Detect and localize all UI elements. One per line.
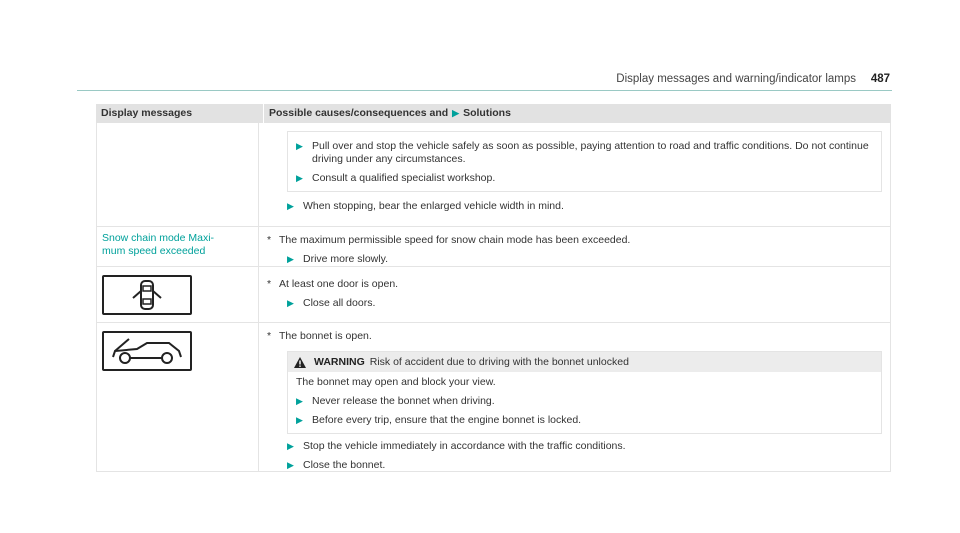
- asterisk-marker: *: [267, 234, 272, 246]
- warning-box: [287, 351, 882, 434]
- door-open-icon: [102, 275, 192, 315]
- list-item: [287, 440, 882, 453]
- table-row: [96, 323, 891, 472]
- table-row: [96, 123, 891, 227]
- cause-line: [267, 234, 882, 247]
- list-item: [296, 395, 873, 408]
- col-header-solutions-text: Solutions: [463, 107, 511, 119]
- triangle-bullet-icon: ▶: [296, 415, 303, 425]
- message-cell-empty: [97, 123, 259, 226]
- warning-header: [288, 352, 881, 372]
- page-number: 487: [870, 73, 890, 85]
- triangle-bullet-icon: ▶: [287, 254, 294, 264]
- cause-text: At least one door is open.: [279, 278, 399, 290]
- solution-subbox: [287, 131, 882, 192]
- cause-text: The bonnet is open.: [279, 330, 372, 342]
- list-item: [296, 140, 873, 166]
- warning-label: WARNING: [314, 355, 365, 368]
- warning-text: The bonnet may open and block your view.: [296, 376, 496, 388]
- message-snow-chain: Snow chain mode Maxi-mum speed exceeded: [97, 227, 259, 266]
- triangle-bullet-icon: ▶: [296, 396, 303, 406]
- triangle-bullet-icon: ▶: [287, 441, 294, 451]
- cause-line: [267, 278, 882, 291]
- message-icon-cell: [97, 267, 259, 322]
- table-row: [96, 267, 891, 323]
- table-header: [96, 104, 891, 123]
- triangle-bullet-icon: ▶: [287, 460, 294, 470]
- message-icon-cell: [97, 323, 259, 471]
- bullet-text: When stopping, bear the enlarged vehicle width in mind.: [303, 200, 564, 212]
- triangle-bullet-icon: ▶: [287, 298, 294, 308]
- solution-cell: [259, 227, 890, 266]
- messages-table: [96, 104, 891, 472]
- bonnet-open-icon: [102, 331, 192, 371]
- running-header-title: Display messages and warning/indicator lamps: [616, 73, 856, 85]
- warning-triangle-icon: [294, 357, 306, 368]
- arrow-right-icon: ▶: [452, 108, 460, 118]
- table-row: [96, 227, 891, 267]
- bullet-text: Stop the vehicle immediately in accordance with the traffic conditions.: [303, 440, 626, 452]
- bonnet-open-icon-graphic: [107, 335, 187, 367]
- col-header-causes-text: Possible causes/consequences and: [269, 107, 449, 119]
- list-item: [287, 200, 882, 213]
- header-divider: [77, 90, 892, 91]
- bullet-text: Close the bonnet.: [303, 459, 386, 471]
- bullet-text: Pull over and stop the vehicle safely as soon as possible, paying attention to road and traffic conditions. Do not continue driving under any circumstances.: [312, 140, 869, 165]
- list-item: [296, 414, 873, 427]
- col-header-display-messages: Display messages: [96, 104, 264, 123]
- bullet-text: Drive more slowly.: [303, 253, 388, 265]
- door-open-icon-graphic: [127, 278, 167, 312]
- warning-body: [288, 372, 881, 433]
- solution-cell: [259, 267, 890, 322]
- triangle-bullet-icon: ▶: [296, 141, 303, 151]
- triangle-bullet-icon: ▶: [287, 201, 294, 211]
- warning-title: Risk of accident due to driving with the bonnet unlocked: [369, 355, 629, 368]
- cause-text: The maximum permissible speed for snow chain mode has been exceeded.: [279, 234, 631, 246]
- asterisk-marker: *: [267, 330, 272, 342]
- solution-cell: [259, 123, 890, 226]
- cause-line: [267, 330, 882, 343]
- asterisk-marker: *: [267, 278, 272, 290]
- bullet-text: Never release the bonnet when driving.: [312, 395, 495, 407]
- list-item: [287, 459, 882, 472]
- triangle-bullet-icon: ▶: [296, 173, 303, 183]
- bullet-text: Consult a qualified specialist workshop.: [312, 172, 496, 184]
- col-header-causes: [264, 104, 891, 123]
- list-item: [296, 172, 873, 185]
- list-item: [287, 297, 882, 310]
- bullet-text: Close all doors.: [303, 297, 376, 309]
- list-item: [287, 253, 882, 266]
- bullet-text: Before every trip, ensure that the engine bonnet is locked.: [312, 414, 582, 426]
- solution-cell: [259, 323, 890, 471]
